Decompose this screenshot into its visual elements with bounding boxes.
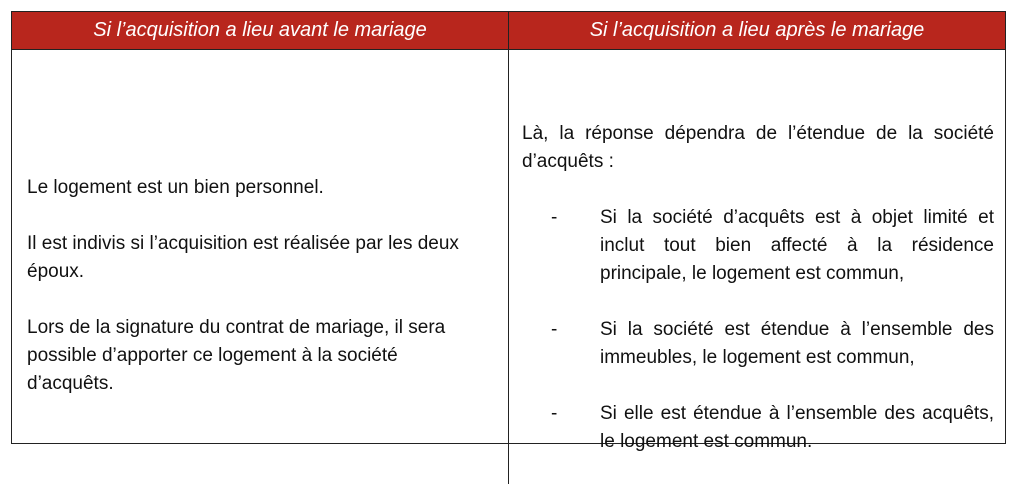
paragraph-intro: Là, la réponse dépendra de l’étendue de la société d’acquêts : xyxy=(522,123,994,172)
header-after-marriage xyxy=(509,12,1005,50)
bullet-dash: - xyxy=(551,319,558,340)
list-item-text: Si la société est étendue à l’ensemble des immeubles, le logement est commun, xyxy=(600,319,994,368)
list-item xyxy=(522,400,994,456)
header-before-marriage-label: Si l’acquisition a lieu avant le mariage xyxy=(93,19,427,41)
list-item xyxy=(522,204,994,288)
cell-before-marriage xyxy=(12,50,509,484)
comparison-table xyxy=(11,11,1006,452)
paragraph-marriage-contract: Lors de la signature du contrat de mariage, il sera possible d’apporter ce logement à la société d’acquêts. xyxy=(27,317,446,394)
paragraph-joint-ownership: Il est indivis si l’acquisition est réalisée par les deux époux. xyxy=(27,233,459,282)
list-item-text: Si la société d’acquêts est à objet limité et inclut tout bien affecté à la résidence principale, le logement est commun, xyxy=(600,207,994,284)
bullet-dash: - xyxy=(551,207,558,228)
list-item-text: Si elle est étendue à l’ensemble des acquêts, le logement est commun. xyxy=(600,403,994,452)
list-item xyxy=(522,316,994,372)
header-after-marriage-label: Si l’acquisition a lieu après le mariage xyxy=(589,19,925,41)
cell-after-marriage xyxy=(509,50,1005,484)
bullet-dash: - xyxy=(551,403,558,424)
header-before-marriage xyxy=(12,12,509,50)
condition-list xyxy=(522,204,994,456)
paragraph-personal-property: Le logement est un bien personnel. xyxy=(27,177,324,198)
